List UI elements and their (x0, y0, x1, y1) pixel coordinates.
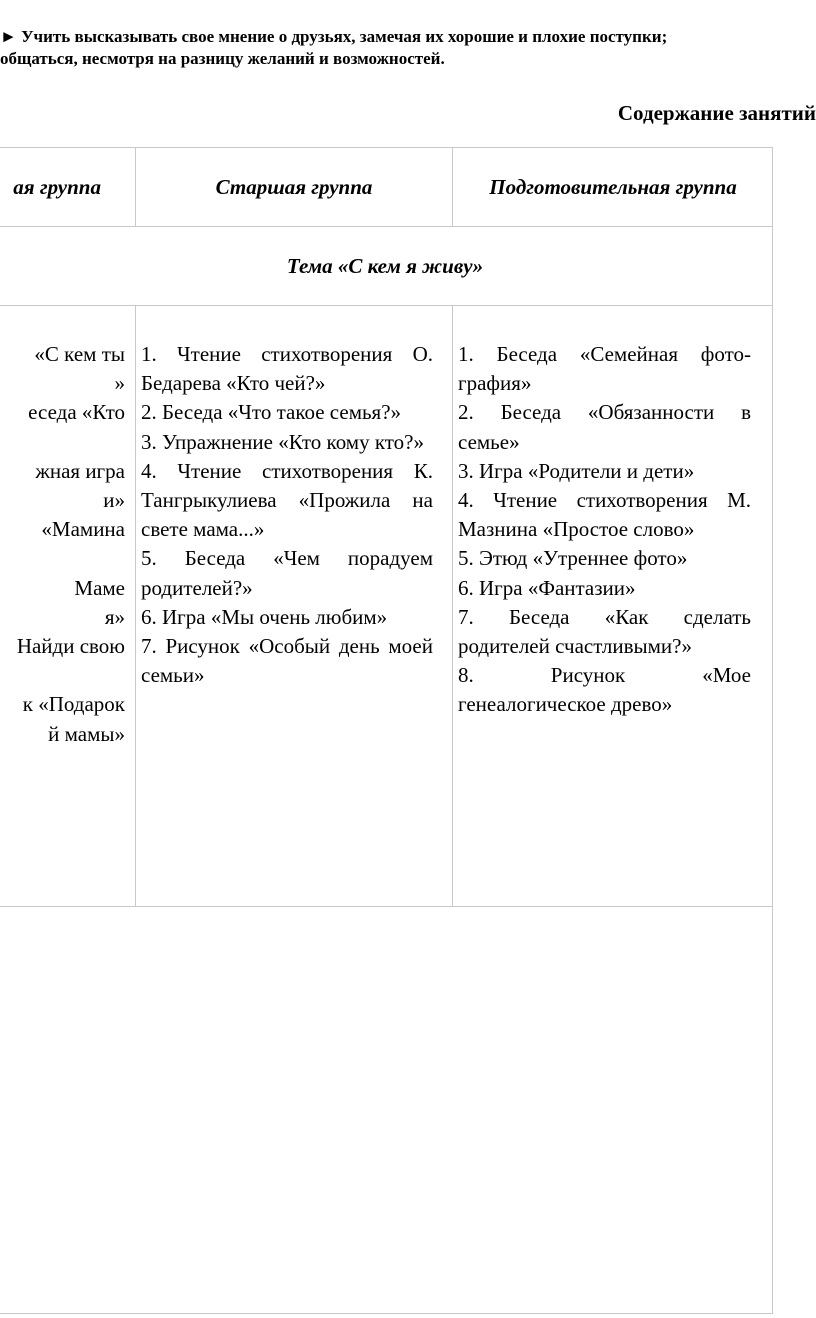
header-senior-group: Старшая группа (215, 174, 373, 199)
list-item: «С кем ты (34, 342, 125, 366)
table-column-divider (135, 305, 136, 906)
table-row-divider (0, 906, 772, 907)
list-item: Маме (74, 575, 125, 600)
intro-text (0, 26, 816, 70)
list-item: 2. Беседа «Обязанности в семье» (458, 400, 751, 454)
list-item (0, 428, 125, 457)
list-item: Найди свою (16, 634, 125, 659)
header-preparatory-group: Подготовительная группа (489, 174, 737, 199)
list-item: я» (104, 604, 125, 629)
section-title: Содержание занятий (617, 101, 816, 125)
list-item (0, 544, 125, 573)
list-item: 6. Игра «Фантазии» (458, 575, 636, 600)
list-item: 2. Беседа «Что такое семья?» (141, 400, 402, 425)
table-row-divider (0, 305, 772, 306)
list-item: жная игра (35, 458, 125, 483)
table-column-divider (452, 305, 453, 906)
list-item: 5. Этюд «Утреннее фото» (458, 546, 688, 571)
list-item: 8. Рисунок «Мое генеалогическое древо» (458, 663, 751, 717)
list-item: к «Подарок (22, 692, 125, 717)
intro-line-1: ► Учить высказывать свое мнение о друзьях, замечая их хорошие и плохие поступки; (0, 27, 668, 46)
list-item: 7. Рисунок «Особый день моей семьи» (141, 634, 433, 688)
list-item: й мамы» (48, 721, 125, 746)
intro-line-2: общаться, несмотря на разницу желаний и возможностей. (0, 49, 445, 68)
list-item: еседа «Кто (28, 400, 125, 425)
list-item: 3. Игра «Родители и дети» (458, 458, 695, 483)
list-item: 1. Чтение стихотворения О. Бедарева «Кто чей?» (141, 342, 433, 396)
theme-row: Тема «С кем я живу» (286, 253, 484, 278)
list-item: 4. Чтение стихотворения К. Тангрыкулиева «Прожила на свете мама...» (141, 458, 433, 542)
list-item: 3. Упражнение «Кто кому кто?» (141, 429, 424, 454)
list-item: 1. Беседа «Семейная фото- графия» (458, 342, 751, 396)
list-item: 6. Игра «Мы очень любим» (141, 604, 388, 629)
list-item: 5. Беседа «Чем порадуем родителей?» (141, 546, 433, 600)
list-item: 4. Чтение стихотворения М. Мазнина «Простое слово» (458, 488, 751, 542)
list-item: 7. Беседа «Как сделать родителей счастливыми?» (458, 604, 751, 659)
senior-group-cell (141, 340, 433, 690)
list-item: и» (103, 488, 125, 513)
list-item: » (114, 371, 125, 396)
left-column-cell (0, 340, 125, 749)
list-item (0, 661, 125, 690)
lessons-table (0, 147, 773, 1314)
header-middle-group: ая группа (13, 174, 101, 199)
list-item: «Мамина (41, 517, 125, 542)
preparatory-group-cell (458, 340, 751, 720)
